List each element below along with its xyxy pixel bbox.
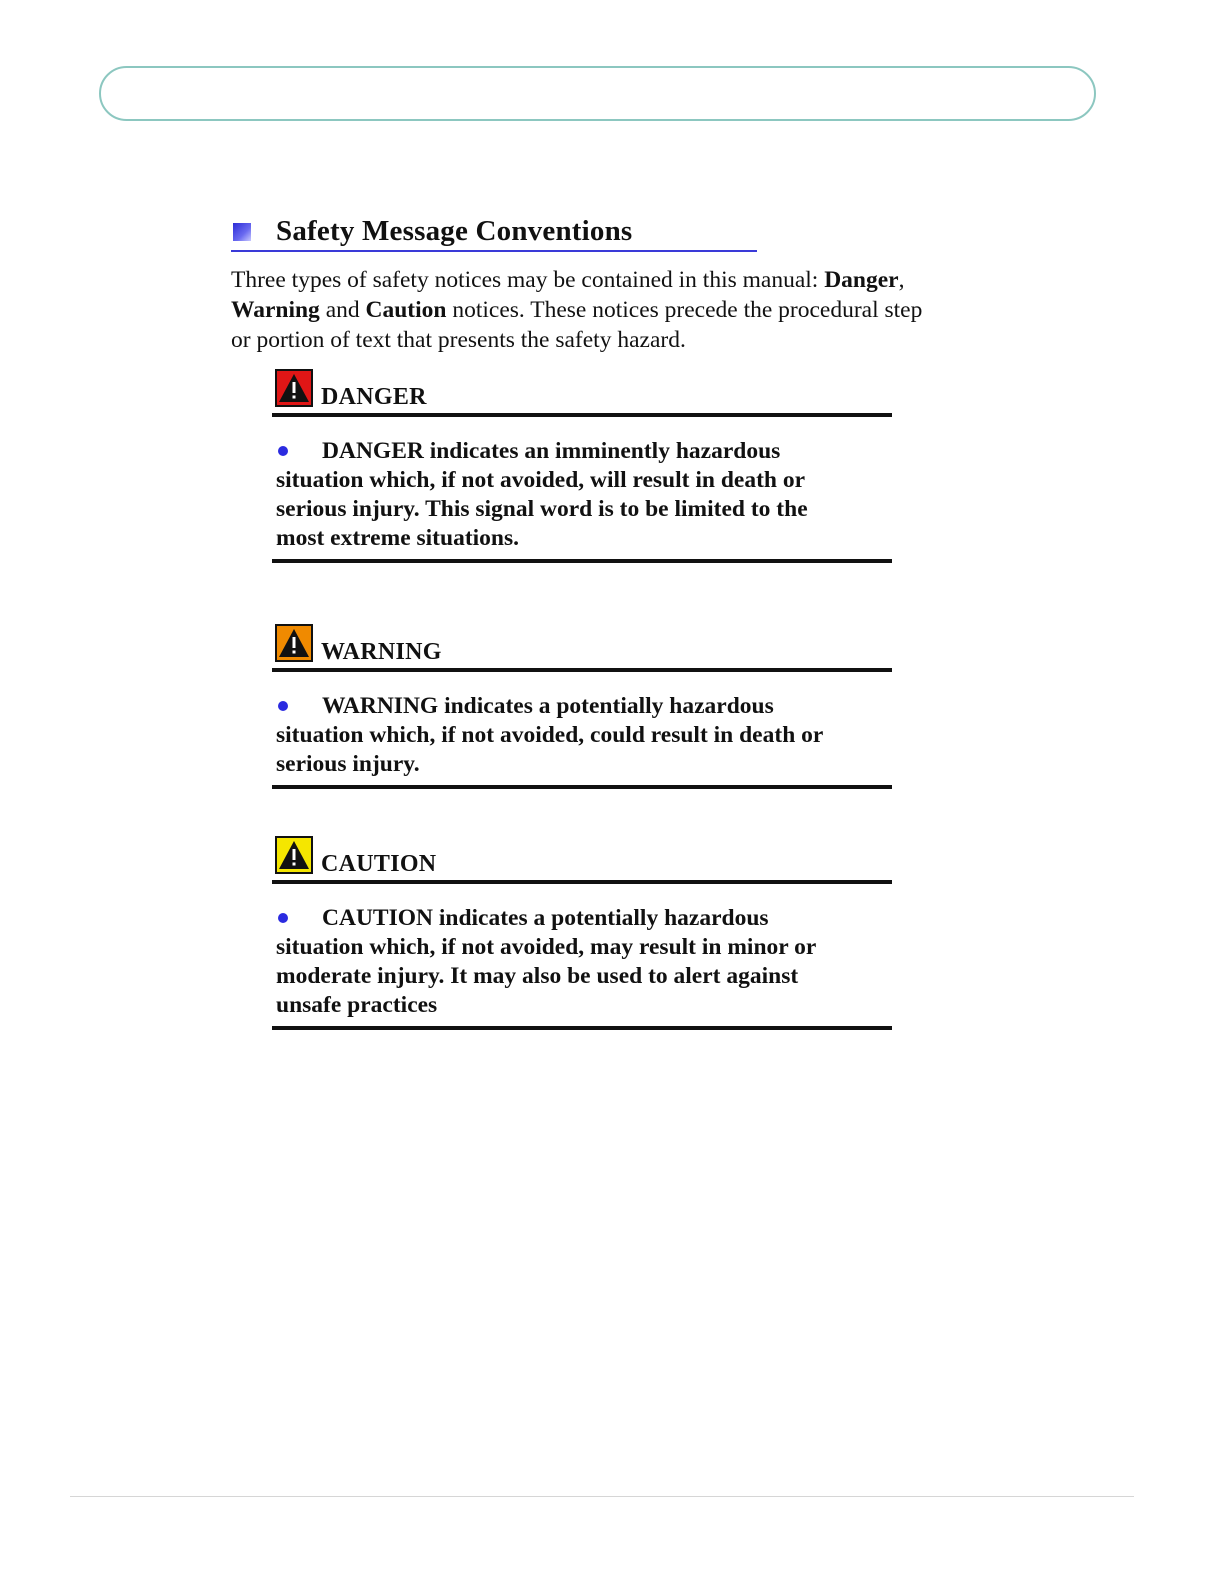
caution-line-3: moderate injury. It may also be used to alert against xyxy=(276,963,799,989)
warning-line-1: WARNING indicates a potentially hazardous xyxy=(322,693,774,719)
warning-line-3: serious injury. xyxy=(276,751,420,777)
caution-line-1: CAUTION indicates a potentially hazardous xyxy=(322,905,769,931)
warning-triangle-icon xyxy=(275,624,313,662)
danger-line-4: most extreme situations. xyxy=(276,525,520,551)
caution-notice xyxy=(272,830,892,1030)
warning-notice-header xyxy=(272,618,892,672)
page-title: Safety Message Conventions xyxy=(276,215,633,247)
intro-text-4: notices. These notices precede the procedural step xyxy=(446,297,923,323)
heading-square-icon xyxy=(233,223,251,241)
danger-warning-icon xyxy=(275,369,313,407)
caution-triangle-icon xyxy=(275,836,313,874)
warning-description xyxy=(272,672,892,789)
warning-notice xyxy=(272,618,892,789)
danger-line-2: situation which, if not avoided, will result in death or xyxy=(276,467,806,493)
danger-description xyxy=(272,417,892,563)
intro-text-1: Three types of safety notices may be contained in this manual: xyxy=(231,267,825,293)
danger-bullet xyxy=(278,446,288,456)
warning-title: WARNING xyxy=(321,639,442,665)
danger-line-1: DANGER indicates an imminently hazardous xyxy=(322,438,781,464)
section-heading xyxy=(231,214,757,252)
caution-description xyxy=(272,884,892,1030)
danger-notice-header xyxy=(272,363,892,417)
caution-bullet xyxy=(278,913,288,923)
intro-text-2: , xyxy=(898,267,905,293)
footer-rule xyxy=(70,1496,1134,1497)
intro-bold-danger: Danger xyxy=(824,267,899,293)
caution-line-2: situation which, if not avoided, may result in minor or xyxy=(276,934,817,960)
warning-bullet xyxy=(278,701,288,711)
intro-text-3: and xyxy=(319,297,366,323)
caution-notice-header xyxy=(272,830,892,884)
intro-bold-caution: Caution xyxy=(365,297,447,323)
caution-title: CAUTION xyxy=(321,851,437,877)
danger-notice xyxy=(272,363,892,563)
intro-text-5: or portion of text that presents the safety hazard. xyxy=(231,327,686,353)
warning-line-2: situation which, if not avoided, could result in death or xyxy=(276,722,824,748)
intro-paragraph xyxy=(231,265,991,355)
danger-title: DANGER xyxy=(321,384,427,410)
caution-line-4: unsafe practices xyxy=(276,992,438,1018)
intro-bold-warning: Warning xyxy=(231,297,320,323)
header-frame xyxy=(99,66,1096,121)
danger-line-3: serious injury. This signal word is to be limited to the xyxy=(276,496,808,522)
